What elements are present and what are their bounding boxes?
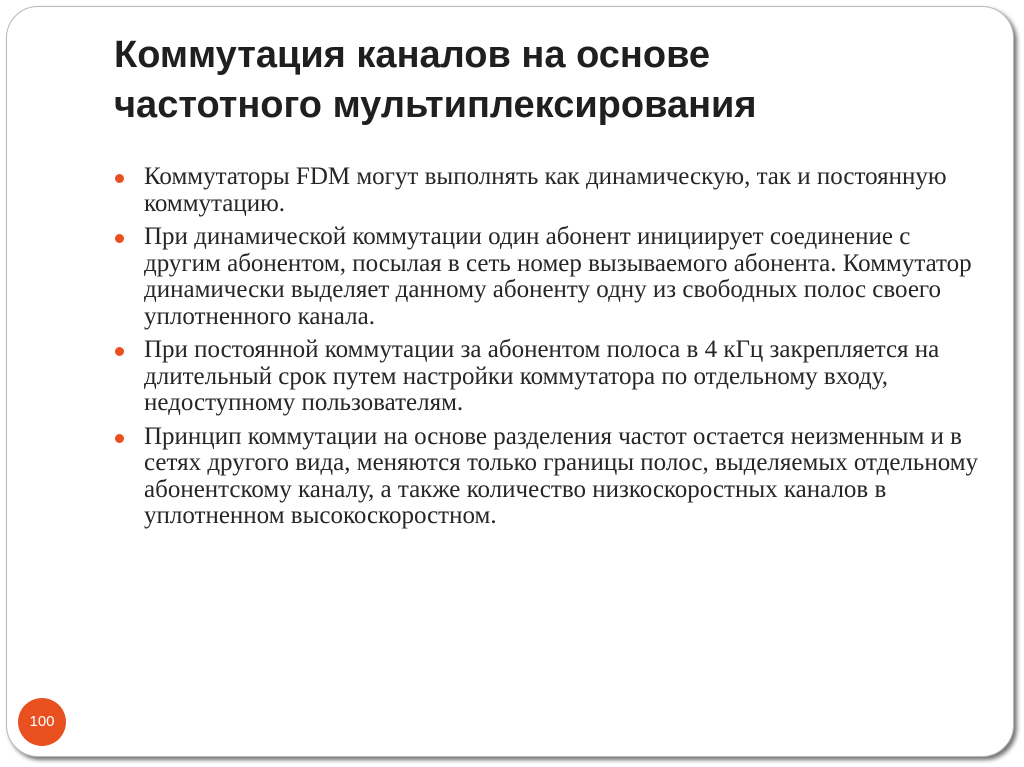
bullet-text: Принцип коммутации на основе разделения частот остается неизменным и в сетях другого вида, меняются только границы полос, выделяемых отдельному абонентскому каналу, а также количество низкоскоростных каналов в уплотненном высокоскоростном. <box>144 422 979 529</box>
bullet-dot-icon <box>115 174 124 183</box>
bullet-item <box>114 424 984 530</box>
bullet-text: При динамической коммутации один абонент инициирует соединение с другим абонентом, посылая в сеть номер вызываемого абонента. Коммутатор динамически выделяет данному абоненту одну из свободных полос своего уплотненного канала. <box>144 223 972 330</box>
bullet-text: При постоянной коммутации за абонентом полоса в 4 кГц закрепляется на длительный срок путем настройки коммутатора по отдельному входу, недоступному пользователям. <box>144 336 940 416</box>
slide-title-line-1: Коммутация каналов на основе <box>114 34 711 76</box>
page-number-badge: 100 <box>18 698 66 746</box>
slide-title <box>114 30 974 130</box>
bullet-dot-icon <box>115 347 124 356</box>
bullet-dot-icon <box>115 234 124 243</box>
bullet-item <box>114 224 984 330</box>
bullet-item <box>114 164 984 217</box>
slide-title-line-2: частотного мультиплексирования <box>114 84 757 126</box>
bullet-dot-icon <box>115 434 124 443</box>
bullet-list <box>114 164 984 537</box>
bullet-item <box>114 337 984 417</box>
bullet-text: Коммутаторы FDM могут выполнять как динамическую, так и постоянную коммутацию. <box>144 163 947 217</box>
